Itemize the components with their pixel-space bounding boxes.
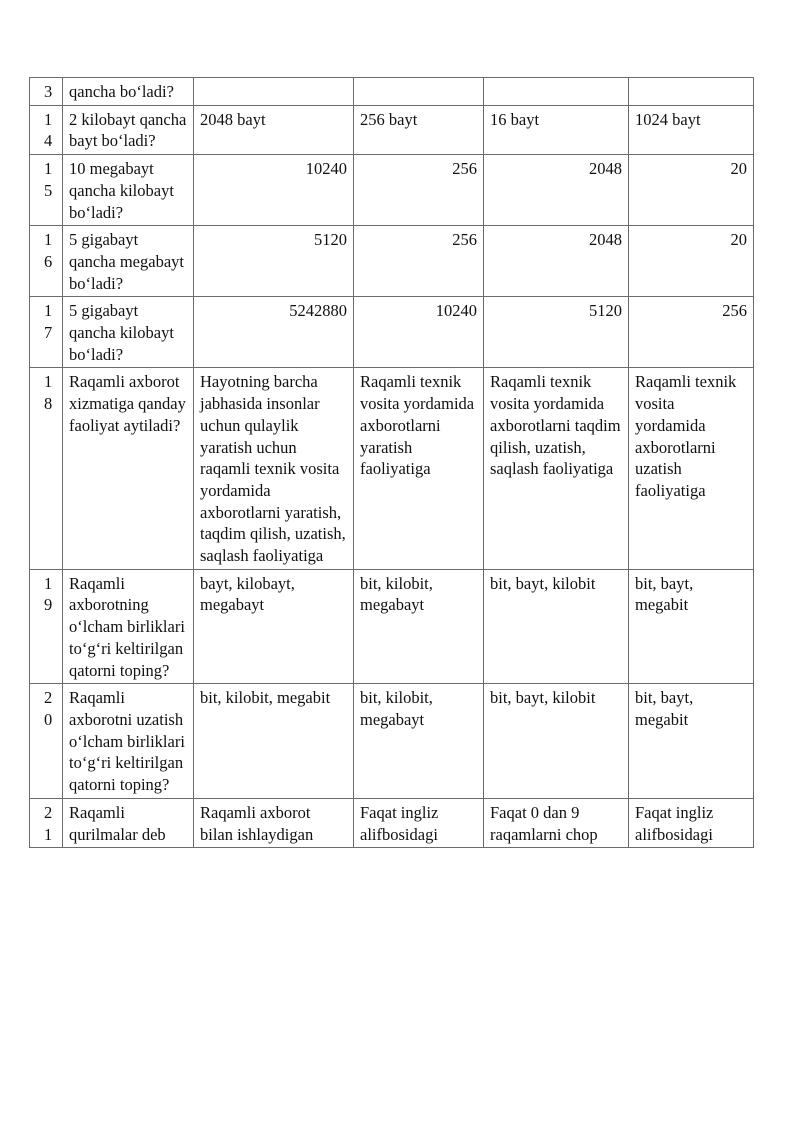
table-row [30, 105, 754, 154]
question-number: 17 [30, 297, 63, 368]
answer-d: 20 [629, 155, 754, 226]
question-number: 18 [30, 368, 63, 569]
answer-b: Raqamli texnik vosita yordamida axborotlarni yaratish faoliyatiga [354, 368, 484, 569]
answer-a: 5120 [194, 226, 354, 297]
answer-c: bit, bayt, kilobit [484, 569, 629, 684]
answer-a: Raqamli axborot bilan ishlaydigan [194, 798, 354, 847]
answer-c: bit, bayt, kilobit [484, 684, 629, 799]
table-row [30, 297, 754, 368]
question-text: Raqamli axborotning o‘lcham birliklari to‘g‘ri keltirilgan qatorni toping? [63, 569, 194, 684]
answer-d: bit, bayt, megabit [629, 684, 754, 799]
answer-a: Hayotning barcha jabhasida insonlar uchun qulaylik yaratish uchun raqamli texnik vosita yordamida axborotlarni yaratish, taqdim qilish, uzatish, saqlash faoliyatiga [194, 368, 354, 569]
question-number: 21 [30, 798, 63, 847]
answer-c: Faqat 0 dan 9 raqamlarni chop [484, 798, 629, 847]
question-number: 19 [30, 569, 63, 684]
answer-c: 16 bayt [484, 105, 629, 154]
answer-a: bit, kilobit, megabit [194, 684, 354, 799]
table-row [30, 78, 754, 106]
answer-a: bayt, kilobayt, megabayt [194, 569, 354, 684]
question-number: 14 [30, 105, 63, 154]
answer-d: Raqamli texnik vosita yordamida axborotlarni uzatish faoliyatiga [629, 368, 754, 569]
table-row [30, 569, 754, 684]
question-number: 15 [30, 155, 63, 226]
question-text: 5 gigabayt qancha kilobayt bo‘ladi? [63, 297, 194, 368]
answer-b: Faqat ingliz alifbosidagi [354, 798, 484, 847]
question-text: Raqamli axborotni uzatish o‘lcham birliklari to‘g‘ri keltirilgan qatorni toping? [63, 684, 194, 799]
answer-c: 2048 [484, 155, 629, 226]
answer-b: 256 [354, 155, 484, 226]
answer-b: bit, kilobit, megabayt [354, 569, 484, 684]
question-number: 20 [30, 684, 63, 799]
answer-a: 2048 bayt [194, 105, 354, 154]
answer-d: Faqat ingliz alifbosidagi [629, 798, 754, 847]
question-text: 5 gigabayt qancha megabayt bo‘ladi? [63, 226, 194, 297]
answer-b: 256 bayt [354, 105, 484, 154]
table-row [30, 684, 754, 799]
answer-d: 20 [629, 226, 754, 297]
answer-a [194, 78, 354, 106]
question-text: 10 megabayt qancha kilobayt bo‘ladi? [63, 155, 194, 226]
answer-a: 10240 [194, 155, 354, 226]
table-row [30, 155, 754, 226]
answer-d: bit, bayt, megabit [629, 569, 754, 684]
question-text: Raqamli axborot xizmatiga qanday faoliyat aytiladi? [63, 368, 194, 569]
question-number: 16 [30, 226, 63, 297]
question-text: 2 kilobayt qancha bayt bo‘ladi? [63, 105, 194, 154]
table-row [30, 368, 754, 569]
question-text: qancha bo‘ladi? [63, 78, 194, 106]
quiz-table [29, 77, 754, 848]
answer-c [484, 78, 629, 106]
answer-c: Raqamli texnik vosita yordamida axborotlarni taqdim qilish, uzatish, saqlash faoliyatiga [484, 368, 629, 569]
answer-b [354, 78, 484, 106]
answer-d [629, 78, 754, 106]
answer-c: 5120 [484, 297, 629, 368]
answer-c: 2048 [484, 226, 629, 297]
answer-b: 10240 [354, 297, 484, 368]
question-text: Raqamli qurilmalar deb [63, 798, 194, 847]
answer-b: 256 [354, 226, 484, 297]
answer-d: 256 [629, 297, 754, 368]
table-row [30, 226, 754, 297]
table-row [30, 798, 754, 847]
answer-d: 1024 bayt [629, 105, 754, 154]
answer-a: 5242880 [194, 297, 354, 368]
answer-b: bit, kilobit, megabayt [354, 684, 484, 799]
question-number: 3 [30, 78, 63, 106]
